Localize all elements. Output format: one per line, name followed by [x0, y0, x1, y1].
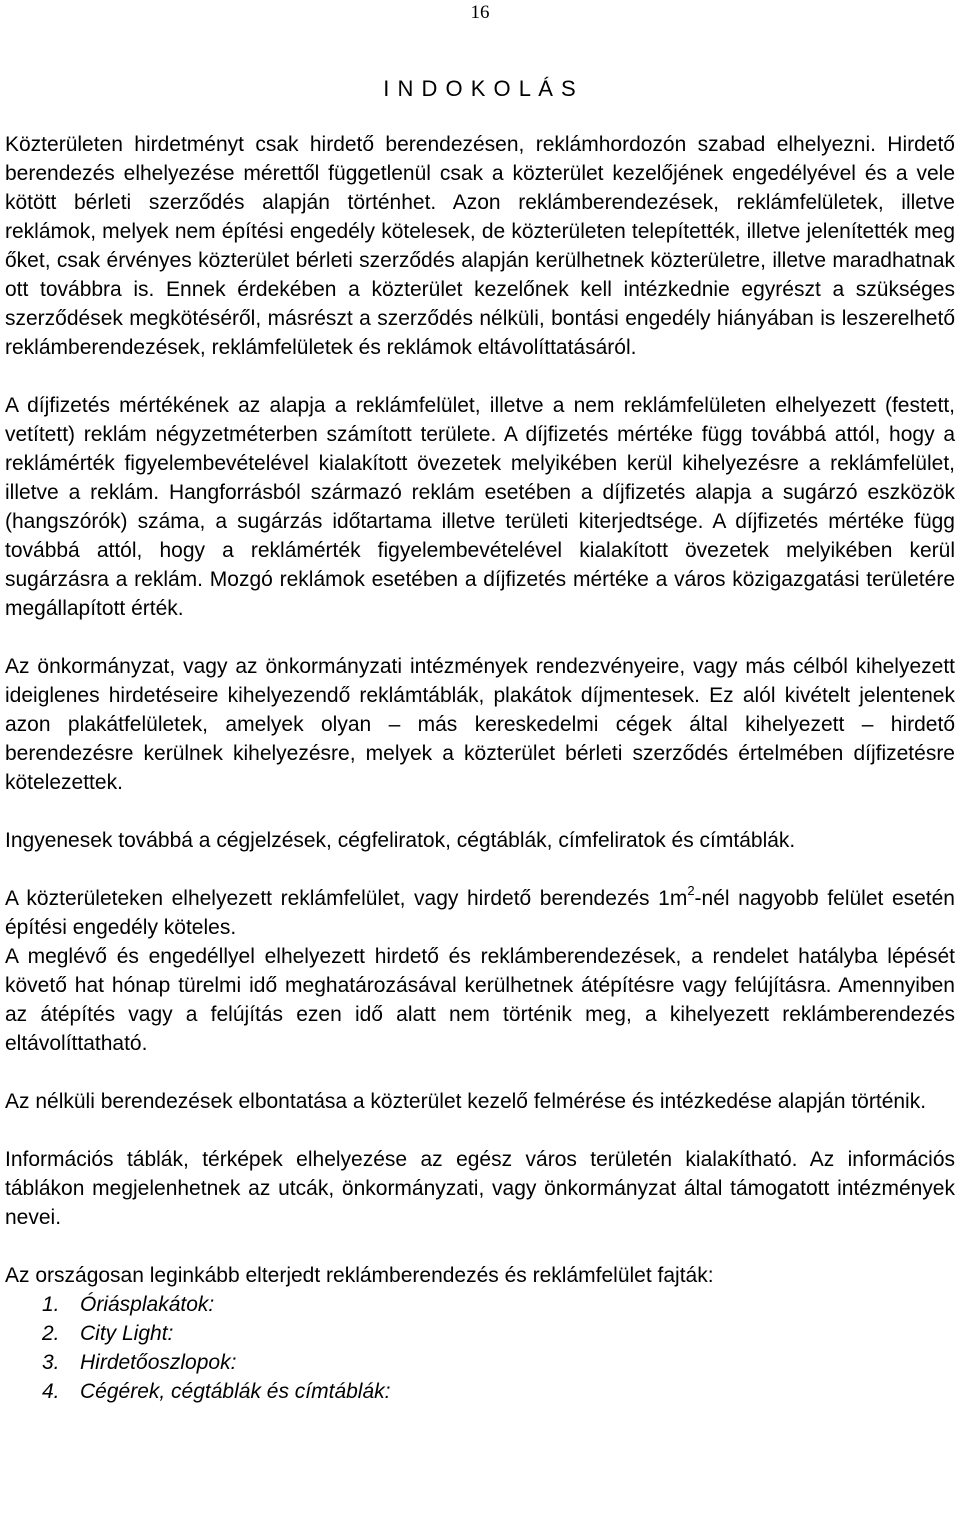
list-item-label: Hirdetőoszlopok:: [80, 1351, 237, 1374]
paragraph-fee-exemption: Az önkormányzat, vagy az önkormányzati intézmények rendezvényeire, vagy más célból kihelyezett ideiglenes hirdetéseire kihelyezendő reklámtáblák, plakátok díjmentesek. Ez alól kivételt jelentenek azon plakátfelületek, amelyek olyan – más kereskedelmi cégek által kihelyezett – hirdető berendezésre kerülnek kihelyezésre, melyek a közterület bérleti szerződés értelmében díjfizetésre kötelezettek.: [5, 655, 955, 794]
paragraph-grace-period: A meglévő és engedéllyel elhelyezett hirdető és reklámberendezések, a rendelet hatályba lépését követő hat hónap türelmi idő meghatározásával kerülhetnek átépítésre vagy felújításra. Amennyiben az átépítés vagy a felújítás ezen idő alatt nem történik meg, a kihelyezett reklámberendezés eltávolíttatható.: [5, 945, 955, 1055]
list-item-label: Óriásplakátok:: [80, 1293, 215, 1316]
page-number: 16: [470, 2, 490, 23]
paragraph-free-signs: Ingyenesek továbbá a cégjelzések, cégfeliratok, cégtáblák, címfeliratok és címtáblák.: [5, 829, 796, 852]
list-item: [42, 1290, 955, 1319]
list-item-label: City Light:: [80, 1322, 174, 1345]
list-item-number: 2.: [42, 1322, 60, 1345]
paragraph-fee-basis: A díjfizetés mértékének az alapja a reklámfelület, illetve a nem reklámfelületen elhelyezett (festett, vetített) reklám négyzetméterben számított területe. A díjfizetés mértéke függ továbbá attól, hogy a reklámérték figyelembevételével kialakított övezetek melyikében kerül kihelyezésre a reklámfelület, illetve a reklám. Hangforrásból származó reklám esetében a díjfizetés alapja a sugárzó eszközök (hangszórók) száma, a sugárzás időtartama illetve területi kiterjedtsége. A díjfizetés mértéke függ továbbá attól, hogy a reklámérték figyelembevételével kialakított övezetek melyikében kerül sugárzásra a reklám. Mozgó reklámok esetében a díjfizetés mértéke a város közigazgatási területére megállapított érték.: [5, 394, 955, 620]
building-permit-text-end: -nél nagyobb felület esetén építési engedély köteles.: [5, 887, 955, 939]
list-item: [42, 1348, 955, 1377]
square-superscript: 2: [687, 883, 695, 898]
list-item-number: 4.: [42, 1380, 60, 1403]
document-body: [5, 130, 955, 1406]
paragraph-information-boards: Információs táblák, térképek elhelyezése az egész város területén kialakítható. Az információs táblákon megjelenhetnek az utcák, önkormányzati, vagy önkormányzat által támogatott intézmények nevei.: [5, 1148, 955, 1229]
list-item-number: 3.: [42, 1351, 60, 1374]
paragraph-advertising-placement: Közterületen hirdetményt csak hirdető berendezésen, reklámhordozón szabad elhelyezni. Hirdető berendezés elhelyezése mérettől függetlenül csak a közterület kezelőjének engedélyével és a vele kötött bérleti szerződés alapján történhet. Azon reklámberendezések, reklámfelületek, illetve reklámok, melyek nem építési engedély kötelesek, de közterületen telepítették, illetve jelenítették meg őket, csak érvényes közterület bérleti szerződés alapján kerülhetnek közterületre, illetve maradhatnak ott továbbra is. Ennek érdekében a közterület kezelőnek kell intézkednie egyrészt a szükséges szerződések megkötéséről, másrészt a szerződés nélküli, bontási engedély hiányában is leszerelhető reklámberendezések, reklámfelületek és reklámok eltávolíttatásáról.: [5, 133, 955, 359]
list-item: [42, 1377, 955, 1406]
list-item-number: 1.: [42, 1293, 60, 1316]
document-title: I N D O K O L Á S: [383, 76, 577, 101]
paragraph-types-intro: Az országosan leginkább elterjedt reklámberendezés és reklámfelület fajták:: [5, 1264, 714, 1287]
advertising-types-list: [5, 1290, 955, 1406]
paragraph-building-permit: [5, 884, 955, 942]
paragraph-removal: Az nélküli berendezések elbontatása a közterület kezelő felmérése és intézkedése alapján történik.: [5, 1090, 927, 1113]
list-item-label: Cégérek, cégtáblák és címtáblák:: [80, 1380, 391, 1403]
building-permit-text-start: A közterületeken elhelyezett reklámfelület, vagy hirdető berendezés 1m: [5, 887, 688, 910]
list-item: [42, 1319, 955, 1348]
